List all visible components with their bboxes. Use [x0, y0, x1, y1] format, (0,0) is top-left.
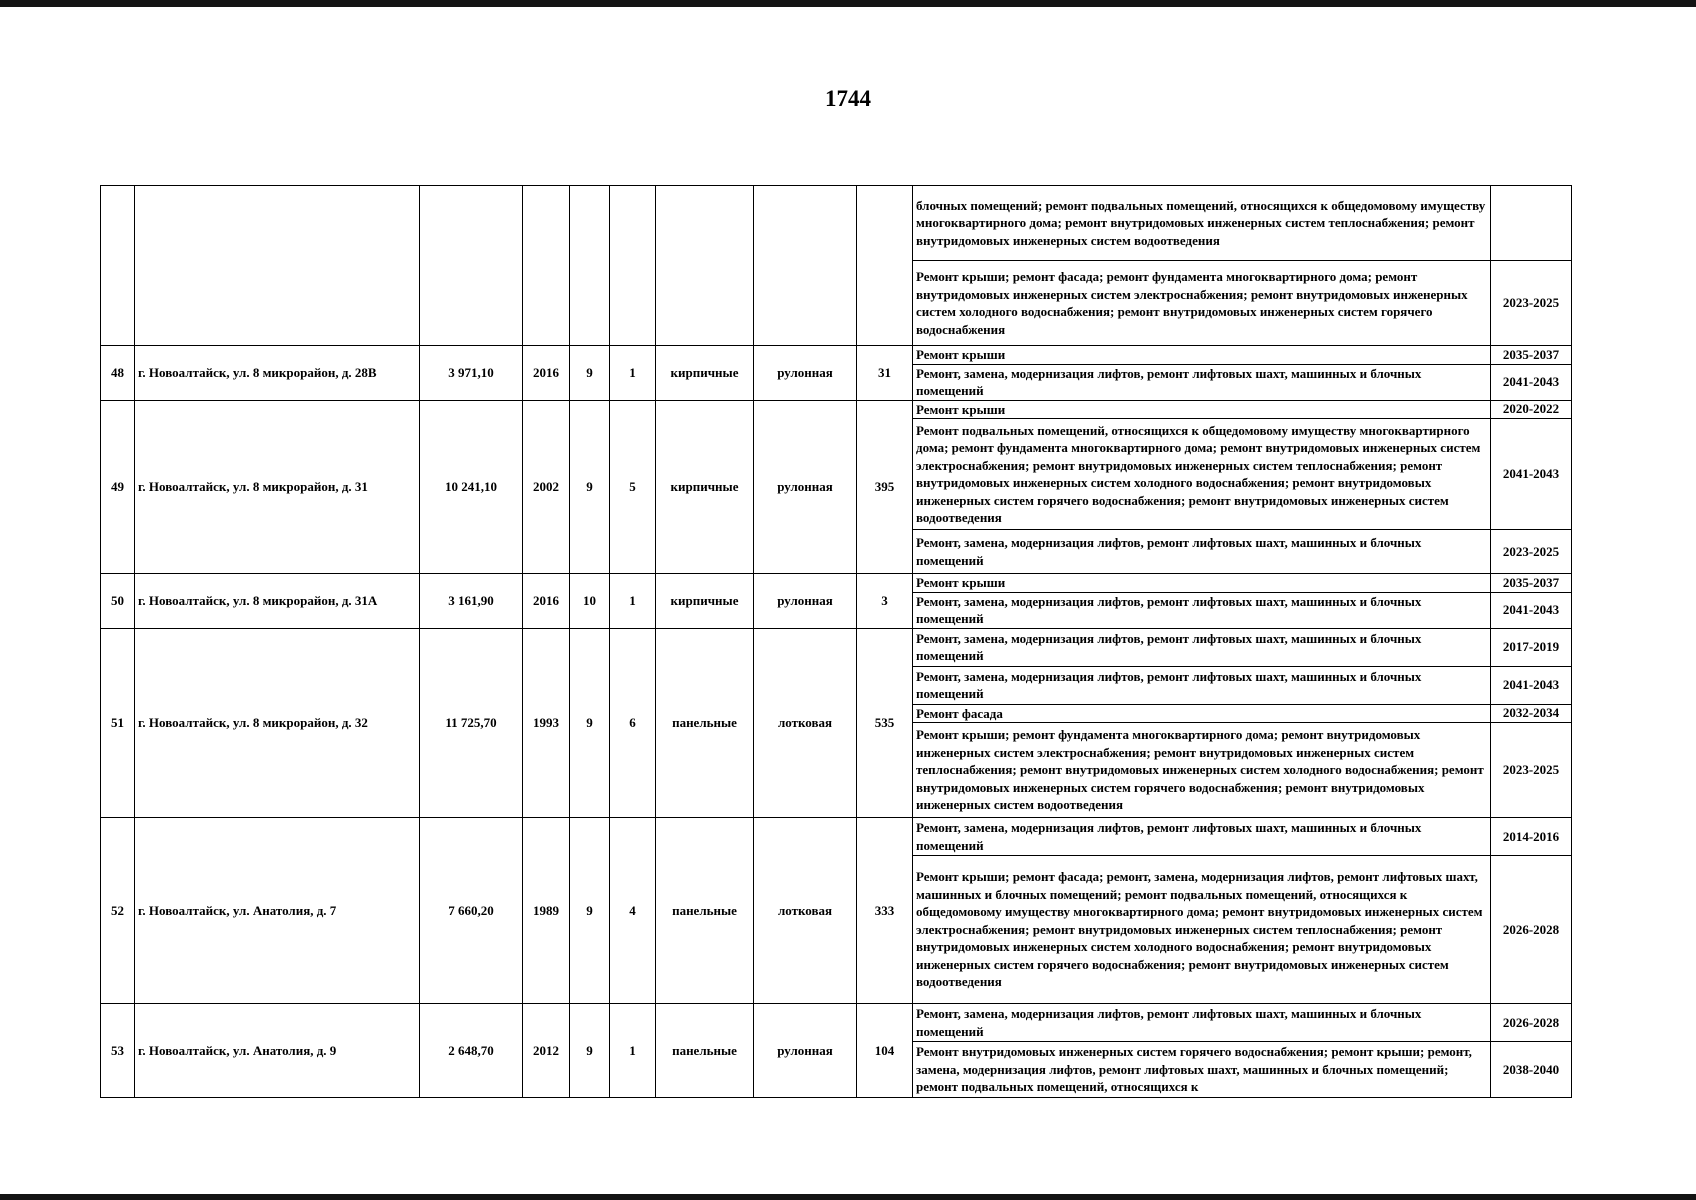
floors-cell: 9	[570, 346, 610, 401]
address-cell: г. Новоалтайск, ул. Анатолия, д. 7	[135, 818, 420, 1004]
repair-period-cell: 2035-2037	[1491, 574, 1572, 593]
roof-type-cell: лотковая	[754, 818, 857, 1004]
area-cell: 10 241,10	[420, 400, 523, 574]
repair-period-cell: 2032-2034	[1491, 704, 1572, 723]
work-description-cell: блочных помещений; ремонт подвальных помещений, относящихся к общедомовому имуществу многоквартирного дома; ремонт внутридомовых инженерных систем теплоснабжения; ремонт внутридомовых инженерных систем водоотведения	[913, 186, 1491, 261]
work-description-cell: Ремонт, замена, модернизация лифтов, ремонт лифтовых шахт, машинных и блочных помещений	[913, 818, 1491, 856]
entrances-cell: 6	[610, 628, 656, 818]
residents-cell	[857, 186, 913, 346]
wall-material-cell	[656, 186, 754, 346]
row-number: 53	[101, 1004, 135, 1098]
work-description-cell: Ремонт, замена, модернизация лифтов, ремонт лифтовых шахт, машинных и блочных помещений	[913, 666, 1491, 704]
area-cell: 3 161,90	[420, 574, 523, 629]
residents-cell: 535	[857, 628, 913, 818]
repair-period-cell: 2041-2043	[1491, 419, 1572, 530]
year-cell: 2012	[523, 1004, 570, 1098]
repair-period-cell: 2041-2043	[1491, 364, 1572, 400]
floors-cell	[570, 186, 610, 346]
work-description-cell: Ремонт крыши	[913, 346, 1491, 365]
repair-period-cell: 2023-2025	[1491, 261, 1572, 346]
work-description-cell: Ремонт крыши	[913, 400, 1491, 419]
row-number: 49	[101, 400, 135, 574]
table-row	[101, 628, 1572, 666]
wall-material-cell: панельные	[656, 1004, 754, 1098]
work-description-cell: Ремонт подвальных помещений, относящихся к общедомовому имуществу многоквартирного дома; ремонт фундамента многоквартирного дома; ремонт внутридомовых инженерных систем электроснабжения; ремонт внутридомовых инженерных систем теплоснабжения; ремонт внутридомовых инженерных систем холодного водоснабжения; ремонт внутридомовых инженерных систем горячего водоснабжения; ремонт внутридомовых инженерных систем водоотведения	[913, 419, 1491, 530]
wall-material-cell: кирпичные	[656, 574, 754, 629]
year-cell: 2016	[523, 346, 570, 401]
address-cell: г. Новоалтайск, ул. 8 микрорайон, д. 31А	[135, 574, 420, 629]
area-cell: 7 660,20	[420, 818, 523, 1004]
repair-period-cell: 2023-2025	[1491, 723, 1572, 818]
entrances-cell: 1	[610, 574, 656, 629]
floors-cell: 10	[570, 574, 610, 629]
wall-material-cell: кирпичные	[656, 346, 754, 401]
row-number: 48	[101, 346, 135, 401]
table-row	[101, 400, 1572, 419]
year-cell	[523, 186, 570, 346]
repair-period-cell: 2023-2025	[1491, 530, 1572, 574]
repair-period-cell: 2020-2022	[1491, 400, 1572, 419]
roof-type-cell: рулонная	[754, 1004, 857, 1098]
work-description-cell: Ремонт, замена, модернизация лифтов, ремонт лифтовых шахт, машинных и блочных помещений	[913, 1004, 1491, 1042]
work-description-cell: Ремонт внутридомовых инженерных систем горячего водоснабжения; ремонт крыши; ремонт, замена, модернизация лифтов, ремонт лифтовых шахт, машинных и блочных помещений; ремонт подвальных помещений, относящихся к	[913, 1042, 1491, 1098]
address-cell: г. Новоалтайск, ул. Анатолия, д. 9	[135, 1004, 420, 1098]
repair-period-cell: 2014-2016	[1491, 818, 1572, 856]
address-cell: г. Новоалтайск, ул. 8 микрорайон, д. 31	[135, 400, 420, 574]
table-row	[101, 574, 1572, 593]
roof-type-cell: рулонная	[754, 346, 857, 401]
repair-period-cell: 2017-2019	[1491, 628, 1572, 666]
table-row	[101, 1004, 1572, 1042]
repair-period-cell: 2041-2043	[1491, 592, 1572, 628]
roof-type-cell: лотковая	[754, 628, 857, 818]
area-cell: 3 971,10	[420, 346, 523, 401]
work-description-cell: Ремонт фасада	[913, 704, 1491, 723]
roof-type-cell: рулонная	[754, 400, 857, 574]
table-body	[101, 186, 1572, 1098]
work-description-cell: Ремонт, замена, модернизация лифтов, ремонт лифтовых шахт, машинных и блочных помещений	[913, 364, 1491, 400]
year-cell: 1993	[523, 628, 570, 818]
floors-cell: 9	[570, 818, 610, 1004]
entrances-cell	[610, 186, 656, 346]
residents-cell: 395	[857, 400, 913, 574]
area-cell: 2 648,70	[420, 1004, 523, 1098]
wall-material-cell: панельные	[656, 818, 754, 1004]
work-description-cell: Ремонт крыши; ремонт фундамента многоквартирного дома; ремонт внутридомовых инженерных систем электроснабжения; ремонт внутридомовых инженерных систем теплоснабжения; ремонт внутридомовых инженерных систем холодного водоснабжения; ремонт внутридомовых инженерных систем горячего водоснабжения; ремонт внутридомовых инженерных систем водоотведения	[913, 723, 1491, 818]
entrances-cell: 1	[610, 1004, 656, 1098]
wall-material-cell: панельные	[656, 628, 754, 818]
row-number: 51	[101, 628, 135, 818]
residents-cell: 333	[857, 818, 913, 1004]
work-description-cell: Ремонт, замена, модернизация лифтов, ремонт лифтовых шахт, машинных и блочных помещений	[913, 628, 1491, 666]
work-description-cell: Ремонт крыши; ремонт фасада; ремонт, замена, модернизация лифтов, ремонт лифтовых шахт, машинных и блочных помещений; ремонт подвальных помещений, относящихся к общедомовому имуществу многоквартирного дома; ремонт внутридомовых инженерных систем электроснабжения; ремонт внутридомовых инженерных систем теплоснабжения; ремонт внутридомовых инженерных систем холодного водоснабжения; ремонт внутридомовых инженерных систем горячего водоснабжения; ремонт внутридомовых инженерных систем водоотведения	[913, 856, 1491, 1004]
work-description-cell: Ремонт, замена, модернизация лифтов, ремонт лифтовых шахт, машинных и блочных помещений	[913, 592, 1491, 628]
table-row	[101, 818, 1572, 856]
entrances-cell: 5	[610, 400, 656, 574]
repair-period-cell: 2026-2028	[1491, 1004, 1572, 1042]
floors-cell: 9	[570, 1004, 610, 1098]
address-cell: г. Новоалтайск, ул. 8 микрорайон, д. 32	[135, 628, 420, 818]
roof-type-cell: рулонная	[754, 574, 857, 629]
roof-type-cell	[754, 186, 857, 346]
row-number: 50	[101, 574, 135, 629]
year-cell: 2002	[523, 400, 570, 574]
repair-period-cell: 2026-2028	[1491, 856, 1572, 1004]
address-cell	[135, 186, 420, 346]
residents-cell: 104	[857, 1004, 913, 1098]
entrances-cell: 4	[610, 818, 656, 1004]
scan-edge-top	[0, 0, 1696, 7]
repair-period-cell: 2038-2040	[1491, 1042, 1572, 1098]
table-row	[101, 346, 1572, 365]
wall-material-cell: кирпичные	[656, 400, 754, 574]
repair-schedule-table	[100, 185, 1572, 1098]
row-number	[101, 186, 135, 346]
repair-period-cell: 2041-2043	[1491, 666, 1572, 704]
residents-cell: 3	[857, 574, 913, 629]
residents-cell: 31	[857, 346, 913, 401]
floors-cell: 9	[570, 400, 610, 574]
year-cell: 2016	[523, 574, 570, 629]
table-row	[101, 186, 1572, 261]
floors-cell: 9	[570, 628, 610, 818]
work-description-cell: Ремонт крыши; ремонт фасада; ремонт фундамента многоквартирного дома; ремонт внутридомовых инженерных систем электроснабжения; ремонт внутридомовых инженерных систем холодного водоснабжения; ремонт внутридомовых инженерных систем горячего водоснабжения	[913, 261, 1491, 346]
row-number: 52	[101, 818, 135, 1004]
area-cell: 11 725,70	[420, 628, 523, 818]
area-cell	[420, 186, 523, 346]
work-description-cell: Ремонт, замена, модернизация лифтов, ремонт лифтовых шахт, машинных и блочных помещений	[913, 530, 1491, 574]
repair-period-cell	[1491, 186, 1572, 261]
year-cell: 1989	[523, 818, 570, 1004]
page-number: 1744	[825, 86, 871, 111]
entrances-cell: 1	[610, 346, 656, 401]
work-description-cell: Ремонт крыши	[913, 574, 1491, 593]
address-cell: г. Новоалтайск, ул. 8 микрорайон, д. 28В	[135, 346, 420, 401]
scan-edge-bottom	[0, 1194, 1696, 1200]
repair-period-cell: 2035-2037	[1491, 346, 1572, 365]
